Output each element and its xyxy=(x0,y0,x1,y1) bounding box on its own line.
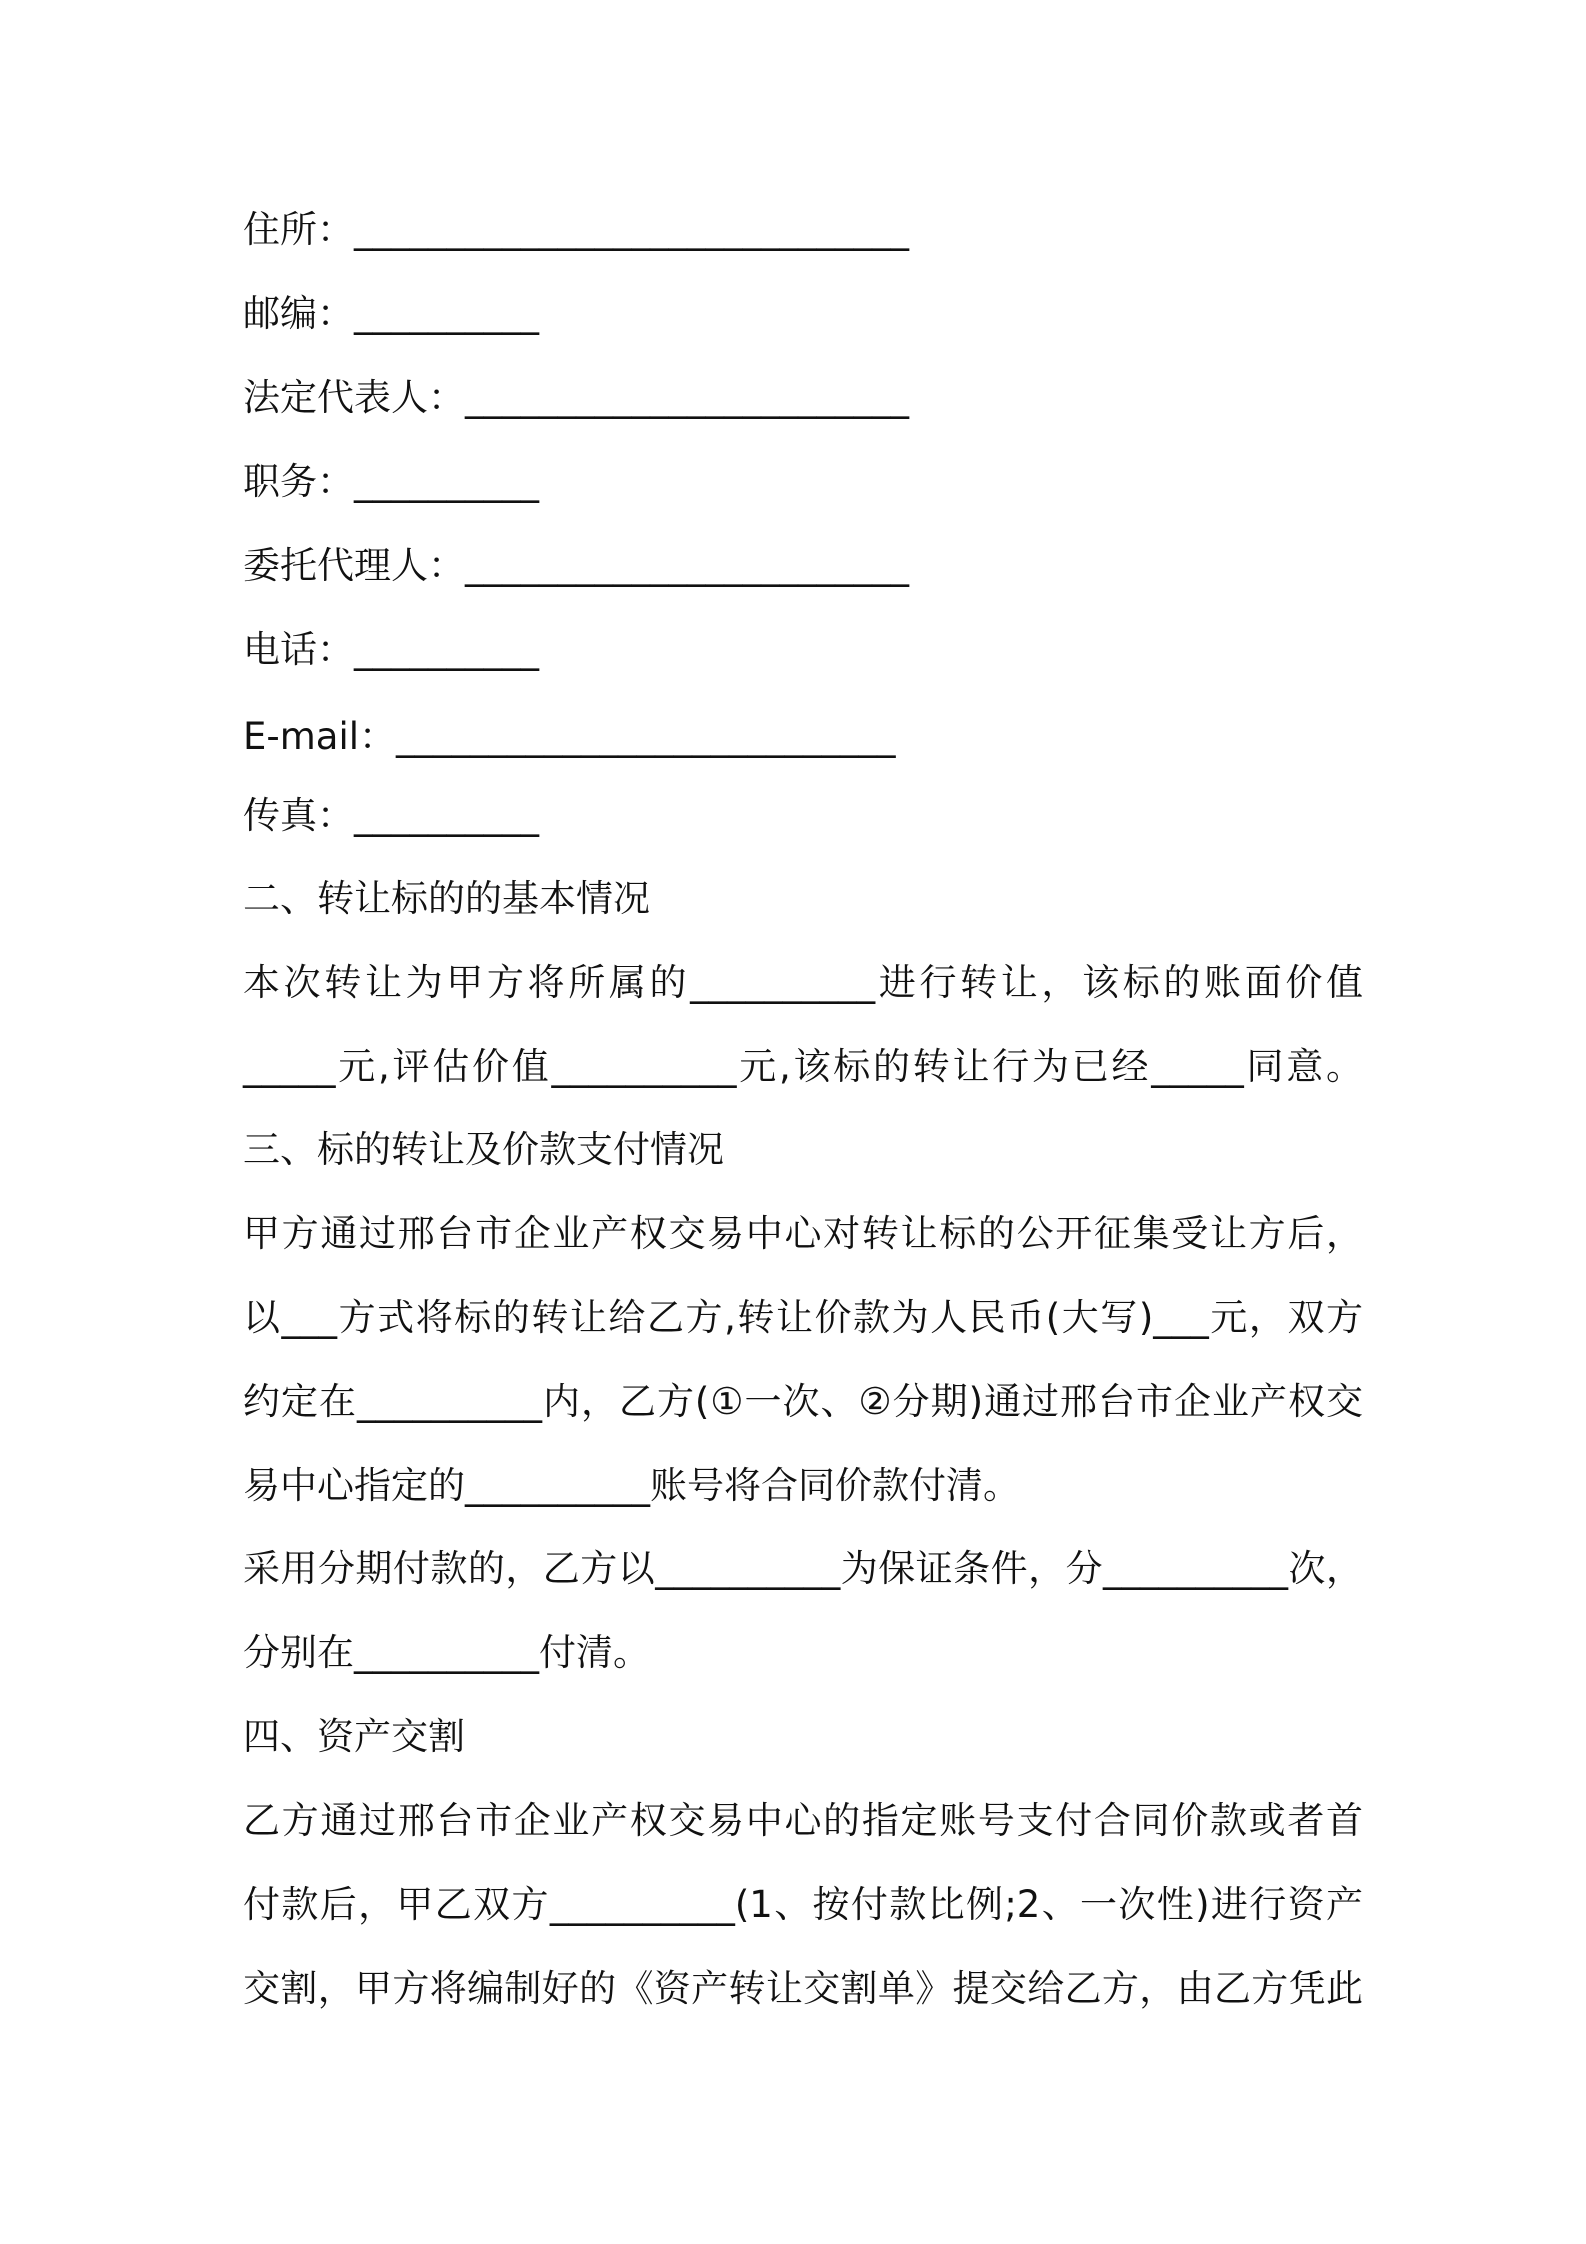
section4-line-3: 交割，甲方将编制好的《资产转让交割单》提交给乙方，由乙方凭此 xyxy=(243,1967,1363,2010)
section3-para1-line-2: 以___方式将标的转让给乙方,转让价款为人民币(大写)___元，双方 xyxy=(243,1296,1363,1339)
section3-para2-line-1: 采用分期付款的，乙方以__________为保证条件，分__________次， xyxy=(243,1547,1363,1590)
party-legal-representative: 法定代表人：________________________ xyxy=(243,376,909,419)
section2-line-2: _____元,评估价值__________元,该标的转让行为已经_____同意。 xyxy=(243,1045,1363,1088)
section2-line-1: 本次转让为甲方将所属的__________进行转让，该标的账面价值 xyxy=(243,961,1363,1004)
party-phone: 电话：__________ xyxy=(243,628,539,671)
section4-line-1: 乙方通过邢台市企业产权交易中心的指定账号支付合同价款或者首 xyxy=(243,1799,1363,1842)
section3-para1-line-3: 约定在__________内，乙方(①一次、②分期)通过邢台市企业产权交 xyxy=(243,1380,1363,1423)
section2-heading: 二、转让标的的基本情况 xyxy=(243,877,650,920)
party-fax: 传真：__________ xyxy=(243,794,539,837)
section3-para1-line-4: 易中心指定的__________账号将合同价款付清。 xyxy=(243,1464,1020,1507)
party-postcode: 邮编：__________ xyxy=(243,292,539,335)
section3-para1-line-1: 甲方通过邢台市企业产权交易中心对转让标的公开征集受让方后， xyxy=(243,1212,1363,1255)
party-address: 住所：______________________________ xyxy=(243,208,909,251)
party-position: 职务：__________ xyxy=(243,460,539,503)
section3-heading: 三、标的转让及价款支付情况 xyxy=(243,1128,724,1171)
party-agent: 委托代理人：________________________ xyxy=(243,544,909,587)
section4-heading: 四、资产交割 xyxy=(243,1715,465,1758)
party-email: E-mail：___________________________ xyxy=(243,715,896,758)
section4-line-2: 付款后，甲乙双方__________(1、按付款比例;2、一次性)进行资产 xyxy=(243,1883,1363,1926)
section3-para2-line-2: 分别在__________付清。 xyxy=(243,1631,650,1674)
